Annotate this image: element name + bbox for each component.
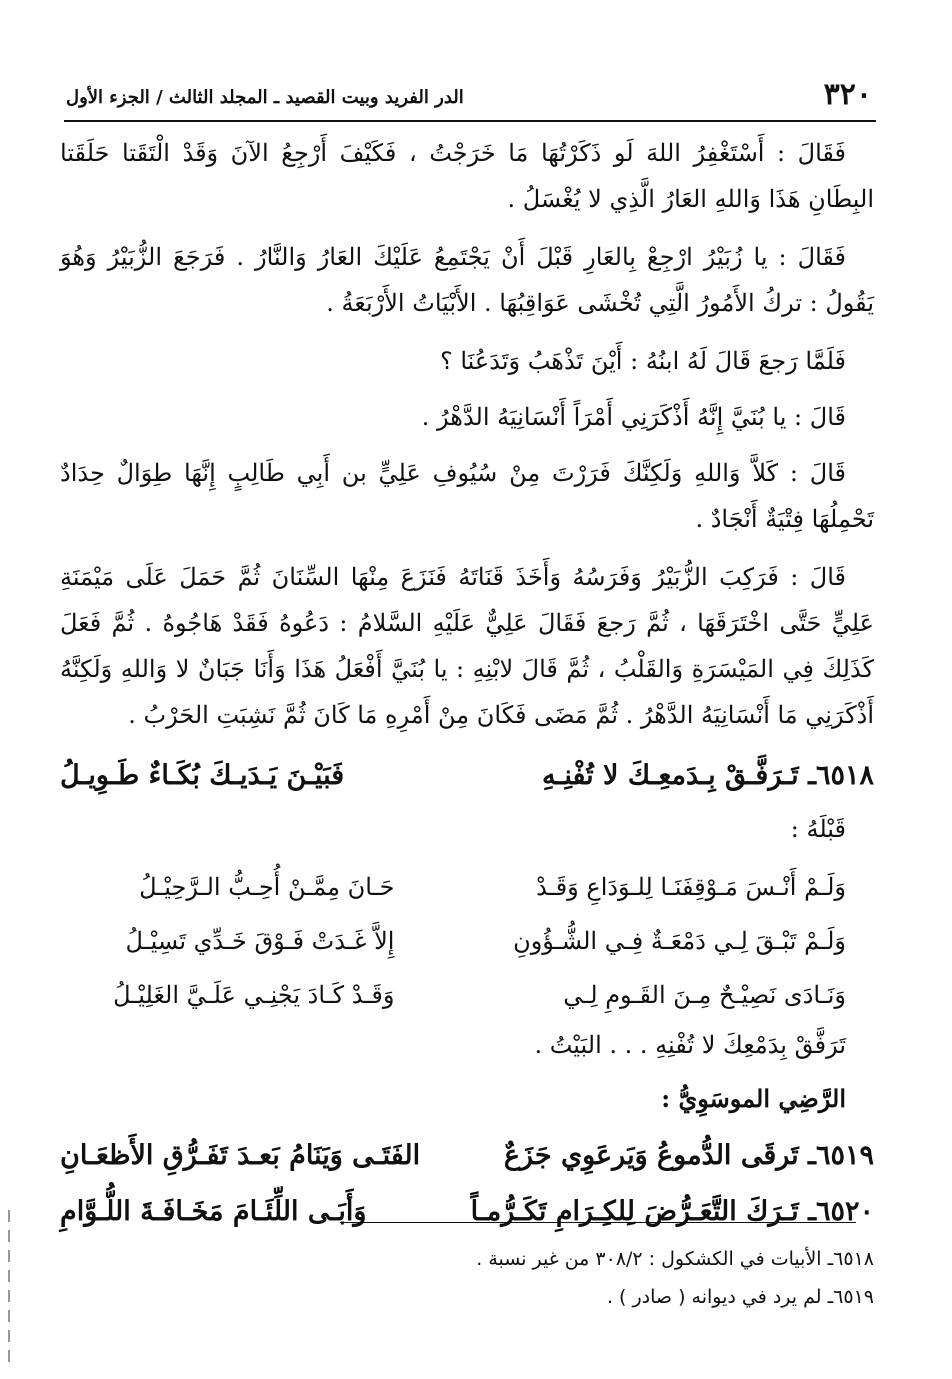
- footnote-rule: [340, 1222, 856, 1223]
- verse-first-hemistich: وَلَـمْ أَنْـسَ مَـوْقِفَنَـا لِلـوَدَاعِ وَقَـدْ: [536, 873, 846, 901]
- paragraph: قَالَ : يا بُنَيَّ إِنَّهُ أَذْكَرَنِي أَمْرَاً أَنْسَانِيَهُ الدَّهْرُ .: [421, 403, 846, 431]
- verse-line: [60, 914, 874, 968]
- radi-label: الرَّضِي الموسَوِيُّ :: [661, 1084, 846, 1113]
- verse-line: [60, 860, 874, 914]
- paragraph: فَقَالَ : يا زُبَيْرُ ارْجِعْ بِالعَارِ قَبْلَ أَنْ يَجْتَمِعُ عَلَيْكَ العَارُ وَالنَّارُ . فَرَجَعَ الزُّبَيْرُ وَهُوَ يَقُولُ : تركُ الأَمُورُ الَّتِي تُخْشَى عَوَاقِبُهَا . الأَبْيَاتُ الأَرْبَعَةُ .: [60, 243, 874, 317]
- verse-second-hemistich: إِلاَّ غَـدَتْ فَـوْقَ خَـدِّي تَسِيْـلُ: [125, 927, 395, 955]
- running-title: الدر الفريد وبيت القصيد ـ المجلد الثالث / الجزء الأول: [66, 87, 464, 108]
- verse-6518: [60, 750, 874, 802]
- before-label: قَبْلَهُ :: [790, 815, 846, 843]
- footnotes: [60, 1240, 874, 1316]
- verse-first-hemistich: وَنَـادَى نَصِيْـحٌ مِـنَ القَـومِ لِـي: [563, 981, 846, 1009]
- footnote: ٦٥١٨ـ الأبيات في الكشكول : ٣٠٨/٢ من غير نسبة .: [476, 1248, 874, 1270]
- verse-second-hemistich: حَـانَ مِمَّـنْ أُحِـبُّ الـرَّحِيْـلُ: [139, 873, 395, 901]
- scan-margin-marks: [8, 1210, 10, 1370]
- verse-second-hemistich: وَأَبَـى اللِّئَـامَ مَخَـافَـةَ اللُّـوَّامِ: [60, 1196, 367, 1227]
- verse-second-hemistich: وَقَـدْ كَـادَ يَجْنِـي عَلَـيَّ الغَلِيْـلُ: [113, 981, 395, 1009]
- verse-6520: [60, 1186, 874, 1238]
- verse-first-hemistich: ٦٥٢٠ـ تَـرَكَ التَّعَـرُّضَ لِلكِـرَامِ تَكَـرُّمـاً: [470, 1196, 874, 1227]
- page-header: [66, 62, 872, 112]
- verse-first-hemistich: ٦٥١٨ـ تَـرَفَّـقْ بِـدَمعِـكَ لا تُفْنِـهِ: [541, 760, 874, 791]
- paragraph: قَالَ : فَرَكِبَ الزُّبَيْرُ وَفَرَسُهُ وَأَخَذَ قَنَاتَهُ فَنَزَعَ مِنْهَا السِّنَانَ ثُمَّ حَمَلَ عَلَى مَيْمَنَةِ عَلِيٍّ حَتَّى اخْتَرَقَهَا ، ثُمَّ رَجعَ فَقَالَ عَلِيٌّ عَلَيْهِ السَّلامُ : دَعُوهُ فَقَدْ هَاجُوهُ . ثُمَّ فَعَلَ كَذَلِكَ فِي المَيْسَرَةِ وَالقَلْبُ ، ثُمَّ قَالَ لابْنِهِ : يا بُنَيَّ أَفْعَلُ هَذَا وَأَنَا جَبَانٌ لا وَاللهِ وَلَكِنَّهُ أَذْكَرَنِي مَا أَنْسَانِيَهُ الدَّهْرُ . ثُمَّ مَضَى فَكَانَ مِنْ أَمْرِهِ مَا كَانَ ثُمَّ نَشِبَتِ الحَرْبُ .: [60, 563, 874, 729]
- paragraph: فَلَمَّا رَجعَ قَالَ لَهُ ابنُهُ : أَيْنَ تَذْهَبُ وَتَدَعُنَا ؟: [439, 347, 846, 375]
- verse-first-hemistich: ٦٥١٩ـ تَرقَى الدُّموعُ وَيَرعَوِي جَزَعٌ: [503, 1140, 874, 1171]
- closing-line: تَرَفَّقْ بِدَمْعِكَ لا تُفْنِهِ . . . البَيْتُ .: [534, 1031, 846, 1059]
- header-rule: [64, 120, 876, 122]
- verse-first-hemistich: وَلَـمْ تَبْـقَ لِـي دَمْعَـةٌ فِـي الشُّـؤُونِ: [513, 927, 846, 955]
- paragraph: فَقَالَ : أَسْتَغْفِرُ اللهَ لَو ذَكَرْتُهَا مَا خَرَجْتُ ، فَكَيْفَ أَرْجِعُ الآنَ وَقَدْ الْتَقَتا حَلَقَتا البِطَانِ هَذَا وَاللهِ العَارُ الَّذِي لا يُغْسَلُ .: [60, 139, 874, 213]
- footnote: ٦٥١٩ـ لم يرد في ديوانه ( صادر ) .: [606, 1286, 874, 1308]
- verse-second-hemistich: فَبَيْـنَ يَـدَيـكَ بُكَـاءٌ طَـوِيـلُ: [60, 760, 345, 791]
- page-number: ٣٢٠: [823, 77, 872, 112]
- verse-second-hemistich: الفَتَـى وَيَنَامُ بَعـدَ تَفَـرُّقِ الأَظعَـانِ: [60, 1140, 421, 1171]
- paragraph: قَالَ : كَلاَّ وَاللهِ وَلَكِنَّكَ فَرَرْتَ مِنْ سُيُوفِ عَلِيٍّ بن أَبِي طَالِبٍ إِنَّهَا طِوَالٌ حِدَادٌ تَحْمِلُهَا فِتْيَةٌ أَنْجَادٌ .: [60, 459, 874, 533]
- verse-6519: [60, 1130, 874, 1182]
- main-text: [60, 130, 874, 1242]
- verse-line: [60, 968, 874, 1022]
